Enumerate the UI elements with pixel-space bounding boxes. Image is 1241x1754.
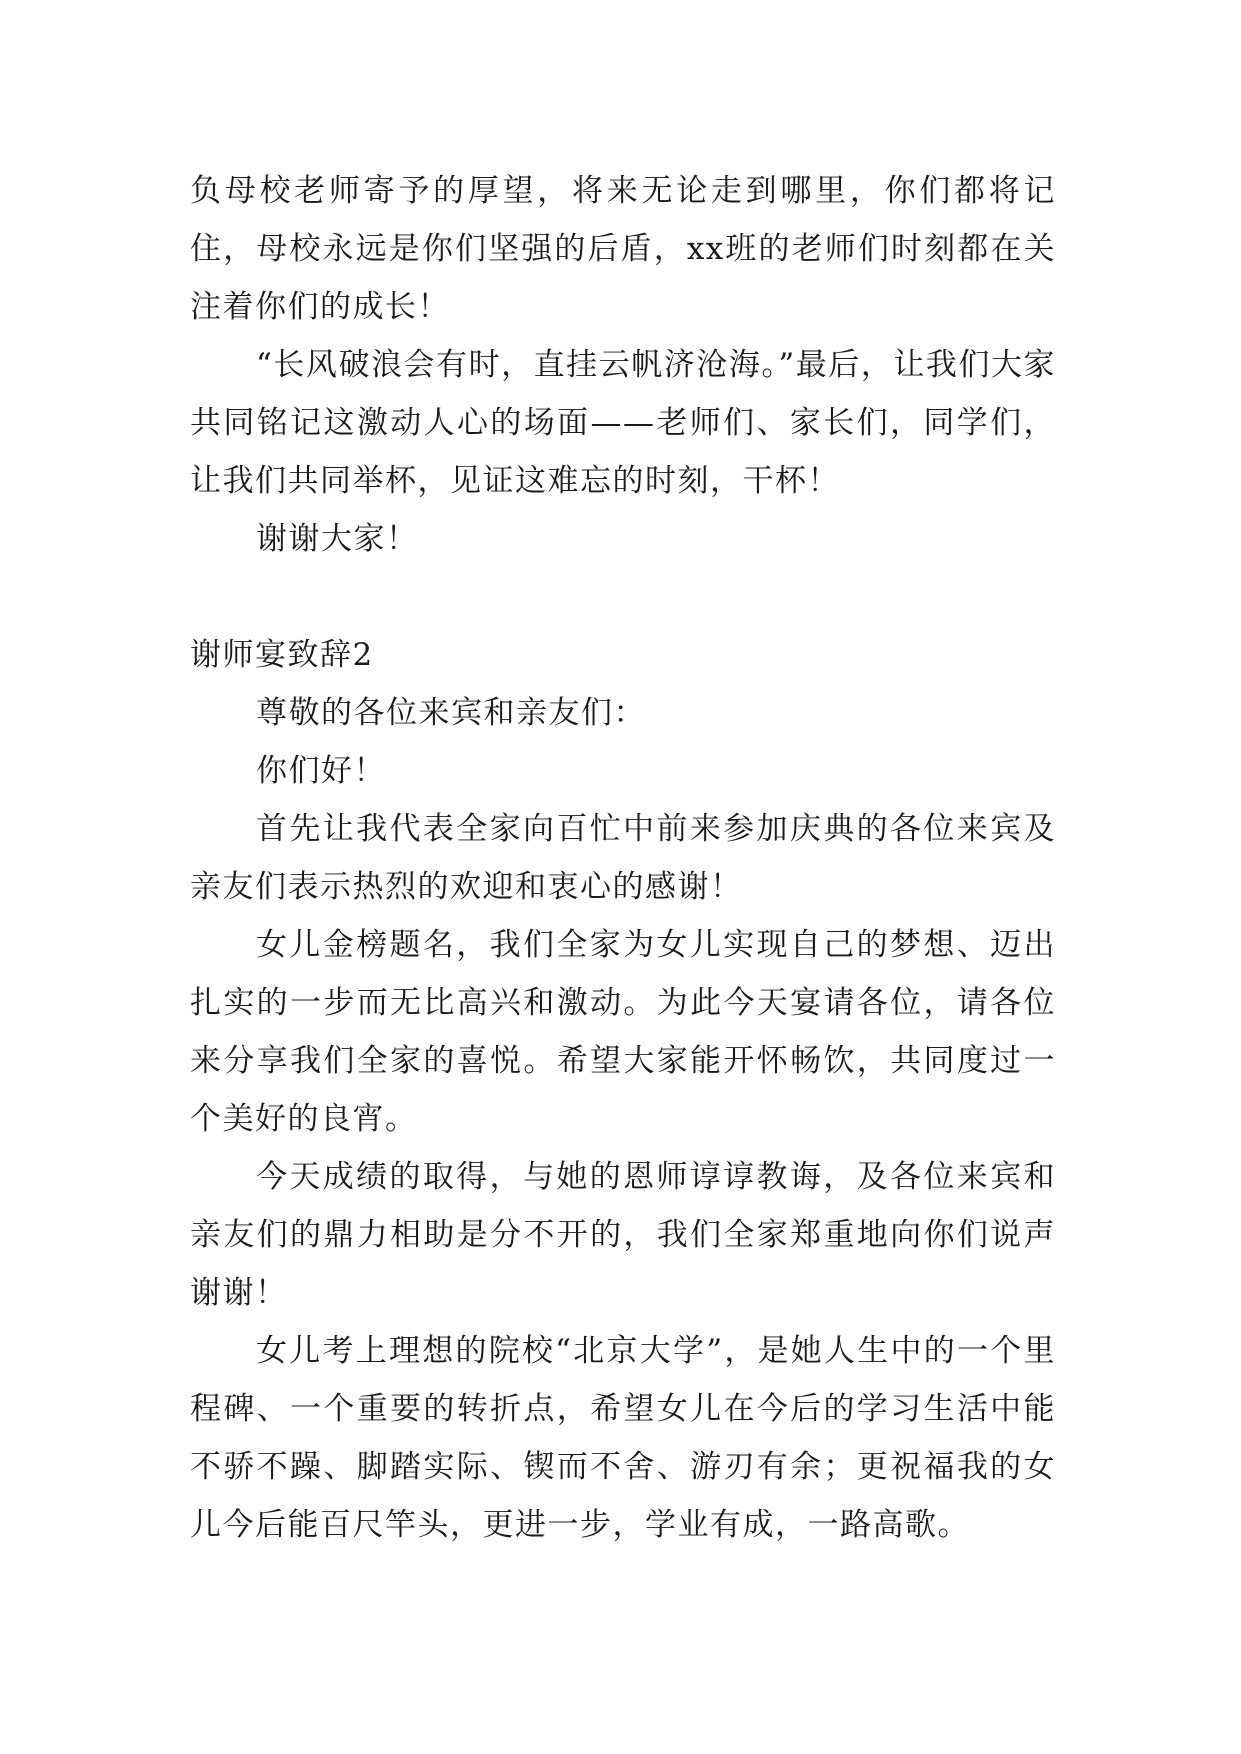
- paragraph-greeting: 你们好！: [256, 753, 386, 789]
- paragraph-celebration: 女儿金榜题名，我们全家为女儿实现自己的梦想、迈出扎实的一步而无比高兴和激动。为此今天宴请各位，请各位来分享我们全家的喜悦。希望大家能开怀畅饮，共同度过一个美好的良宵。: [190, 927, 1056, 1137]
- paragraph-toast: “长风破浪会有时，直挂云帆济沧海。”最后，让我们大家共同铭记这激动人心的场面——老师们、家长们，同学们，让我们共同举杯，见证这难忘的时刻，干杯！: [190, 347, 1056, 499]
- paragraph-welcome: 首先让我代表全家向百忙中前来参加庆典的各位来宾及亲友们表示热烈的欢迎和衷心的感谢！: [190, 811, 1056, 905]
- paragraph-blessing: 女儿考上理想的院校“北京大学”，是她人生中的一个里程碑、一个重要的转折点，希望女儿在今后的学习生活中能不骄不躁、脚踏实际、锲而不舍、游刃有余；更祝福我的女儿今后能百尺竿头，更进一步，学业有成，一路高歌。: [190, 1333, 1056, 1543]
- paragraph-continued: 负母校老师寄予的厚望，将来无论走到哪里，你们都将记住，母校永远是你们坚强的后盾，xx班的老师们时刻都在关注着你们的成长！: [190, 173, 1056, 325]
- paragraph-gratitude: 今天成绩的取得，与她的恩师谆谆教诲，及各位来宾和亲友们的鼎力相助是分不开的，我们全家郑重地向你们说声谢谢！: [190, 1159, 1056, 1311]
- paragraph-salutation: 尊敬的各位来宾和亲友们：: [256, 695, 646, 731]
- section-title: 谢师宴致辞2: [190, 637, 374, 673]
- paragraph-thanks: 谢谢大家！: [256, 521, 419, 557]
